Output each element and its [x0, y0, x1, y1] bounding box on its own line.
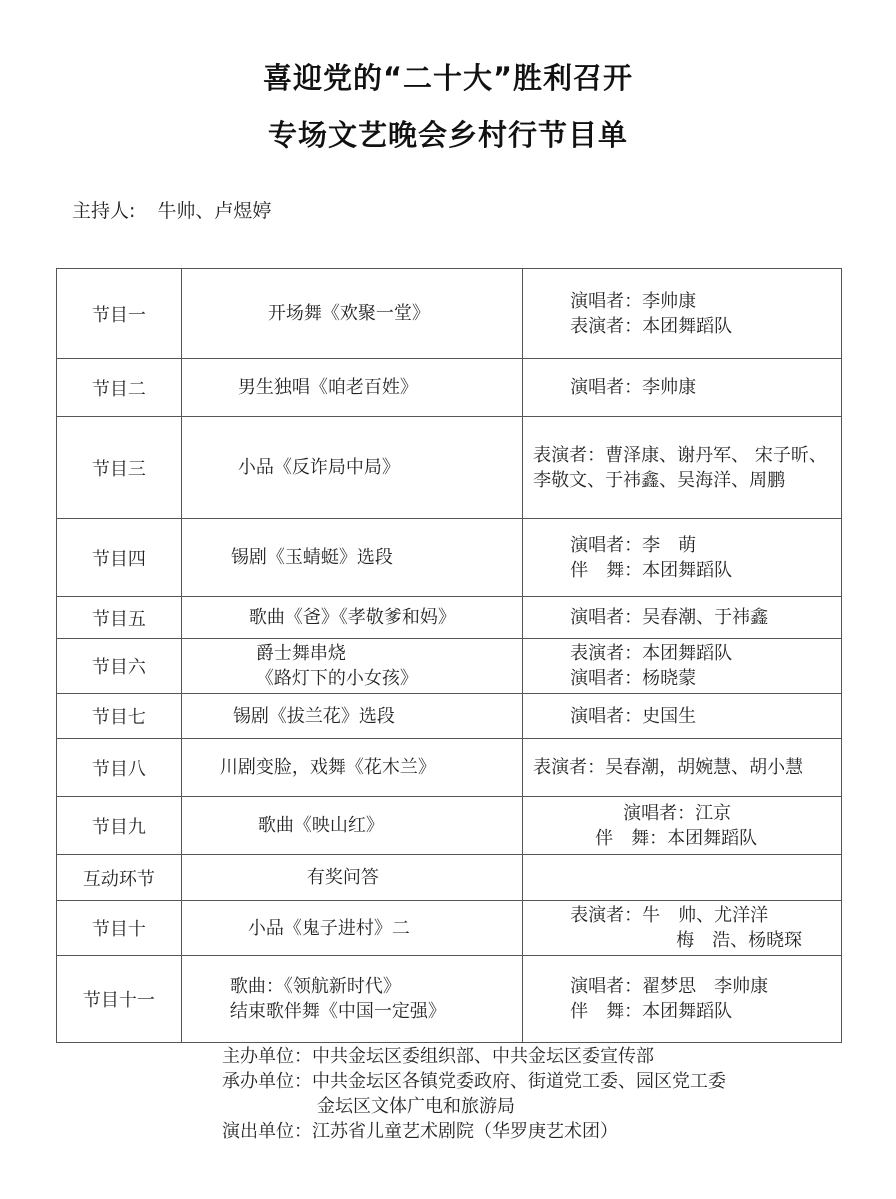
program-performer: 伴 舞：本团舞蹈队: [570, 1001, 733, 1022]
program-performer: 表演者：本团舞蹈队: [570, 315, 733, 337]
page-subtitle: 专场文艺晚会乡村行节目单: [267, 118, 628, 152]
program-table: [56, 268, 842, 1043]
program-performers-cell: [523, 797, 842, 855]
program-row: [57, 597, 842, 639]
program-title: 川剧变脸，戏舞《花木兰》: [219, 757, 436, 778]
organizer-line: [222, 1044, 726, 1069]
program-title: 爵士舞串烧: [255, 643, 346, 664]
program-performers-cell: [523, 639, 842, 694]
program-number: 节目四: [57, 519, 182, 597]
program-performers-cell: [523, 519, 842, 597]
program-performer: 表演者：吴春潮，胡婉慧、胡小慧: [533, 757, 804, 778]
program-title-cell: [181, 901, 522, 956]
program-performers-cell: [523, 901, 842, 956]
program-title-cell: [181, 597, 522, 639]
performer-unit-value: 江苏省儿童艺术剧院（华罗庚艺术团）: [312, 1121, 618, 1142]
program-number: 节目八: [57, 739, 182, 797]
program-title-cell: [181, 739, 522, 797]
program-number: 节目十一: [57, 956, 182, 1043]
program-number: 节目三: [57, 417, 182, 519]
program-title: 开场舞《欢聚一堂》: [267, 303, 430, 324]
program-performer: 李敬文、于祎鑫、吴海洋、周鹏: [533, 469, 786, 491]
program-title: 有奖问答: [306, 867, 379, 888]
program-title-cell: [181, 359, 522, 417]
program-performer: 表演者：本团舞蹈队: [570, 643, 733, 664]
coorganizer-value-2: 金坛区文体广电和旅游局: [317, 1096, 515, 1117]
program-row: [57, 269, 842, 359]
program-row: [57, 855, 842, 901]
program-row: [57, 359, 842, 417]
page-title: 喜迎党的“二十大”胜利召开: [262, 61, 634, 95]
program-row: [57, 956, 842, 1043]
program-performer: 演唱者：李 萌: [570, 534, 697, 556]
program-title: 歌曲：《领航新时代》: [229, 976, 401, 997]
program-performers-cell: [523, 417, 842, 519]
program-performer: 梅 浩、杨晓琛: [676, 930, 803, 951]
program-performer: 演唱者：杨晓蒙: [570, 668, 697, 689]
program-performer: 演唱者：李帅康: [570, 290, 697, 312]
organizer-value: 中共金坛区委组织部、中共金坛区委宣传部: [312, 1046, 654, 1067]
organizer-label: 主办单位：: [222, 1046, 312, 1067]
program-performers-cell: [523, 597, 842, 639]
program-performer: 表演者：牛 帅、尤洋洋: [570, 905, 769, 926]
program-performer: 伴 舞：本团舞蹈队: [570, 559, 733, 581]
program-title-cell: [181, 639, 522, 694]
program-performer: 演唱者：江京: [623, 802, 732, 824]
program-row: [57, 694, 842, 739]
footer: [222, 1044, 726, 1144]
program-row: [57, 739, 842, 797]
program-number: 互动环节: [57, 855, 182, 901]
program-performer: 演唱者：史国生: [570, 705, 697, 727]
program-row: [57, 797, 842, 855]
program-title: 锡剧《玉蜻蜓》选段: [230, 547, 393, 568]
host-names: 牛帅、卢煜婷: [157, 200, 272, 222]
program-number: 节目九: [57, 797, 182, 855]
program-title-cell: [181, 519, 522, 597]
program-performer: 演唱者：翟梦思 李帅康: [570, 976, 769, 997]
performer-unit-label: 演出单位：: [222, 1121, 312, 1142]
program-title: 锡剧《拔兰花》选段: [232, 705, 395, 727]
program-performers-cell: [523, 855, 842, 901]
program-title: 小品《鬼子进村》二: [247, 917, 410, 939]
program-number: 节目一: [57, 269, 182, 359]
coorganizer-line: [222, 1069, 726, 1094]
program-row: [57, 417, 842, 519]
program-performer: 伴 舞：本团舞蹈队: [595, 827, 758, 849]
program-title-cell: [181, 797, 522, 855]
program-title: 《路灯下的小女孩》: [255, 668, 418, 689]
performer-unit-line: [222, 1119, 726, 1144]
program-performer: 演唱者：李帅康: [570, 377, 697, 398]
program-row: [57, 519, 842, 597]
program-performer: 演唱者：吴春潮、于祎鑫: [570, 607, 769, 628]
host-label: 主持人:: [72, 200, 136, 222]
coorganizer-value: 中共金坛区各镇党委政府、街道党工委、园区党工委: [312, 1071, 726, 1092]
program-title-cell: [181, 855, 522, 901]
program-title: 男生独唱《咱老百姓》: [237, 377, 418, 398]
coorganizer-line-2: [222, 1094, 726, 1119]
program-number: 节目十: [57, 901, 182, 956]
program-title-cell: [181, 956, 522, 1043]
program-title-cell: [181, 694, 522, 739]
host-line: [72, 196, 271, 223]
program-row: [57, 901, 842, 956]
coorganizer-label: 承办单位：: [222, 1071, 312, 1092]
program-performers-cell: [523, 694, 842, 739]
program-number: 节目二: [57, 359, 182, 417]
program-performers-cell: [523, 956, 842, 1043]
program-title: 小品《反诈局中局》: [237, 457, 400, 478]
program-performers-cell: [523, 739, 842, 797]
program-number: 节目六: [57, 639, 182, 694]
program-title-cell: [181, 417, 522, 519]
program-performers-cell: [523, 359, 842, 417]
program-title: 结束歌伴舞《中国一定强》: [229, 1001, 446, 1022]
program-performers-cell: [523, 269, 842, 359]
program-title-cell: [181, 269, 522, 359]
program-title: 歌曲《映山红》: [257, 815, 384, 836]
program-performer: 表演者：曹泽康、谢丹军、 宋子昕、: [533, 444, 827, 466]
program-number: 节目五: [57, 597, 182, 639]
program-number: 节目七: [57, 694, 182, 739]
program-title: 歌曲《爸》《孝敬爹和妈》: [248, 607, 456, 628]
program-row: [57, 639, 842, 694]
